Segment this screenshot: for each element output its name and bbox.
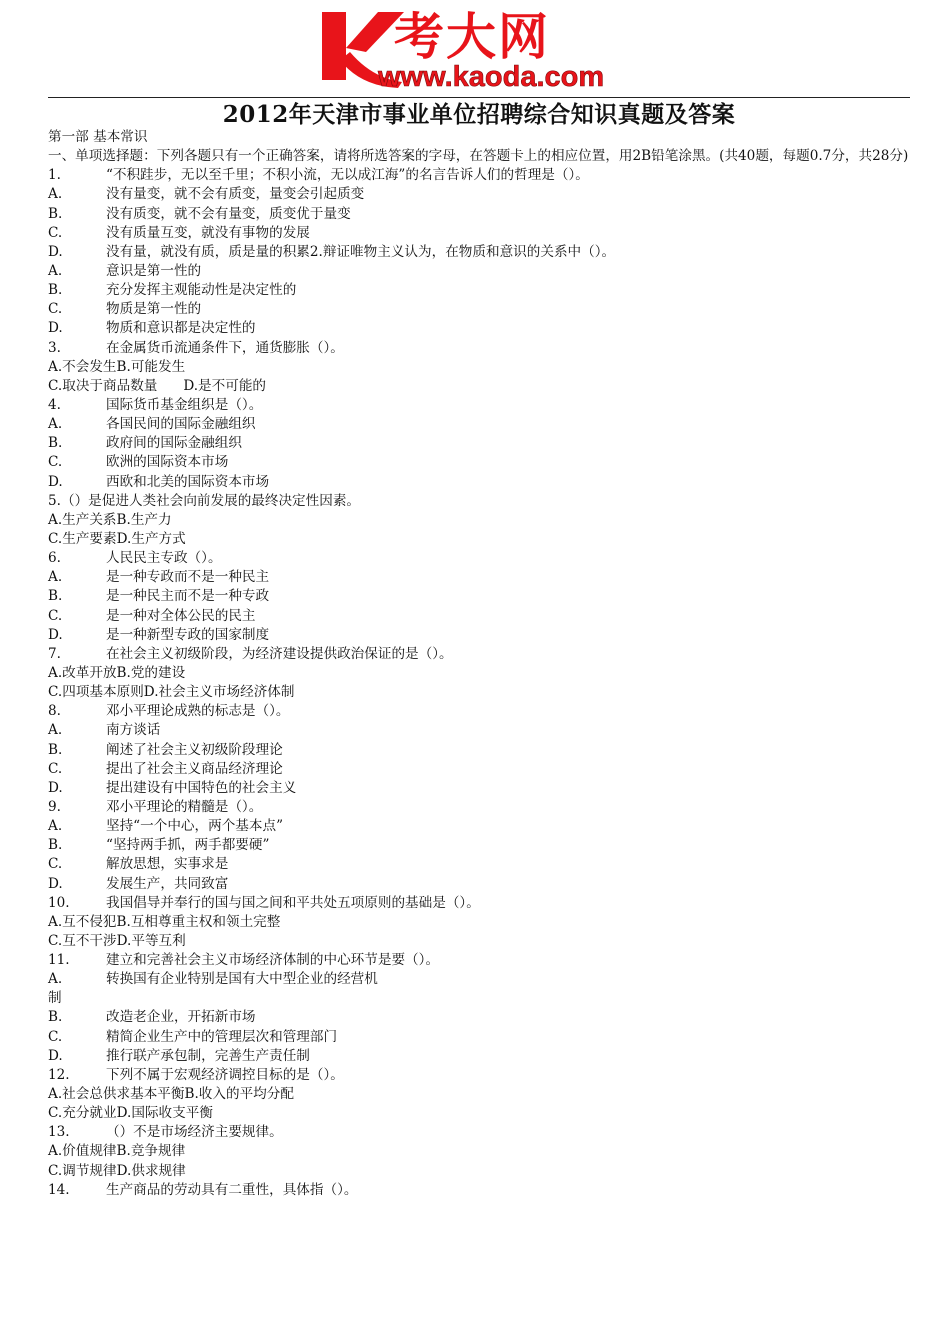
question-line xyxy=(48,511,910,530)
line-label: C. xyxy=(48,760,63,777)
question-line xyxy=(48,645,910,664)
line-text: “坚持两手抓，两手都要硬” xyxy=(106,837,270,854)
section-heading: 第一部 基本常识 xyxy=(48,129,148,145)
question-line xyxy=(48,607,910,626)
line-label: D. xyxy=(48,243,63,260)
question-line xyxy=(48,798,910,817)
line-text: C.生产要素D.生产方式 xyxy=(48,530,186,547)
question-line xyxy=(48,319,910,338)
line-label: 11. xyxy=(48,952,70,969)
line-text: 南方谈话 xyxy=(106,722,161,739)
line-text: 西欧和北美的国际资本市场 xyxy=(106,473,270,490)
question-line xyxy=(48,587,910,606)
line-text: 制 xyxy=(48,990,62,1007)
line-text: 邓小平理论的精髓是（）。 xyxy=(106,798,263,815)
line-text: 解放思想，实事求是 xyxy=(106,856,229,873)
question-line xyxy=(48,262,910,281)
line-text: 生产商品的劳动具有二重性，具体指（）。 xyxy=(106,1181,358,1198)
line-text: 政府间的国际金融组织 xyxy=(106,435,242,452)
question-line xyxy=(48,836,910,855)
line-label: D. xyxy=(48,320,63,337)
logo-name: 考大网 xyxy=(394,8,550,66)
line-label: C. xyxy=(48,454,63,471)
question-line xyxy=(48,281,910,300)
question-line xyxy=(48,626,910,645)
line-text: 人民民主专政（）。 xyxy=(106,550,222,567)
line-text: A.价值规律B.竞争规律 xyxy=(48,1143,186,1160)
kaoda-logo xyxy=(0,0,950,96)
line-text: 阐述了社会主义初级阶段理论 xyxy=(106,741,283,758)
line-text: 5.（）是促进人类社会向前发展的最终决定性因素。 xyxy=(48,492,361,509)
line-text: 在社会主义初级阶段，为经济建设提供政治保证的是（）。 xyxy=(106,645,453,662)
line-text: C.取决于商品数量 D.是不可能的 xyxy=(48,377,267,394)
line-text: 物质是第一性的 xyxy=(106,301,202,318)
question-line xyxy=(48,970,910,989)
question-line xyxy=(48,434,910,453)
line-text: 是一种民主而不是一种专政 xyxy=(106,588,270,605)
line-text: 国际货币基金组织是（）。 xyxy=(106,396,263,413)
line-label: D. xyxy=(48,779,63,796)
line-label: A. xyxy=(48,186,63,203)
question-line xyxy=(48,185,910,204)
line-text: “不积跬步，无以至千里；不积小流，无以成江海”的名言告诉人们的哲理是（）。 xyxy=(106,167,589,184)
line-label: A. xyxy=(48,569,63,586)
line-label: 12. xyxy=(48,1066,70,1083)
question-line xyxy=(48,492,910,511)
line-text: 提出了社会主义商品经济理论 xyxy=(106,760,283,777)
line-text: 没有质量互变，就没有事物的发展 xyxy=(106,224,310,241)
question-line xyxy=(48,453,910,472)
line-text: （）不是市场经济主要规律。 xyxy=(106,1124,283,1141)
line-label: B. xyxy=(48,588,63,605)
line-text: 邓小平理论成熟的标志是（）。 xyxy=(106,703,290,720)
line-text: 是一种对全体公民的民主 xyxy=(106,607,256,624)
line-text: 意识是第一性的 xyxy=(106,263,202,279)
line-text: C.调节规律D.供求规律 xyxy=(48,1162,186,1179)
line-label: 8. xyxy=(48,703,61,720)
line-text: 欧洲的国际资本市场 xyxy=(106,454,229,471)
line-label: 7. xyxy=(48,645,61,662)
line-text: C.互不干涉D.平等互利 xyxy=(48,932,186,949)
line-text: A.互不侵犯B.互相尊重主权和领土完整 xyxy=(48,913,281,930)
question-line xyxy=(48,205,910,224)
line-text: 改造老企业，开拓新市场 xyxy=(106,1009,256,1026)
question-line xyxy=(48,377,910,396)
line-label: 14. xyxy=(48,1181,70,1198)
line-text: 物质和意识都是决定性的 xyxy=(106,320,256,337)
question-line xyxy=(48,1162,910,1181)
question-line xyxy=(48,817,910,836)
line-label: 13. xyxy=(48,1124,70,1141)
question-line xyxy=(48,166,910,185)
question-line xyxy=(48,415,910,434)
question-line xyxy=(48,932,910,951)
question-line xyxy=(48,721,910,740)
line-label: A. xyxy=(48,722,63,739)
line-text: 转换国有企业特别是国有大中型企业的经营机 xyxy=(106,971,378,988)
question-line xyxy=(48,683,910,702)
question-line xyxy=(48,875,910,894)
question-line xyxy=(48,1085,910,1104)
line-label: 9. xyxy=(48,798,61,815)
line-label: B. xyxy=(48,837,63,854)
question-line xyxy=(48,549,910,568)
question-line xyxy=(48,396,910,415)
question-line xyxy=(48,664,910,683)
line-label: A. xyxy=(48,971,63,988)
line-label: 6. xyxy=(48,550,61,567)
question-line xyxy=(48,702,910,721)
line-label: D. xyxy=(48,473,63,490)
question-line xyxy=(48,1047,910,1066)
line-label: 10. xyxy=(48,894,70,911)
question-line xyxy=(48,1123,910,1142)
question-line xyxy=(48,1028,910,1047)
line-text: 建立和完善社会主义市场经济体制的中心环节是要（）。 xyxy=(106,952,440,969)
line-text: 是一种新型专政的国家制度 xyxy=(106,626,270,643)
line-label: 4. xyxy=(48,396,61,413)
line-label: 3. xyxy=(48,339,61,356)
line-label: D. xyxy=(48,626,63,643)
line-label: 1. xyxy=(48,167,61,184)
line-text: 我国倡导并奉行的国与国之间和平共处五项原则的基础是（）。 xyxy=(106,894,480,911)
line-text: 在金属货币流通条件下，通货膨胀（）。 xyxy=(106,339,344,356)
line-label: B. xyxy=(48,435,63,452)
question-line xyxy=(48,339,910,358)
line-label: C. xyxy=(48,607,63,624)
line-label: C. xyxy=(48,856,63,873)
line-text: A.生产关系B.生产力 xyxy=(48,511,172,528)
line-label: A. xyxy=(48,818,63,835)
line-text: 充分发挥主观能动性是决定性的 xyxy=(106,282,297,299)
header-rule xyxy=(48,97,910,98)
question-line xyxy=(48,243,910,262)
question-line xyxy=(48,1066,910,1085)
question-line xyxy=(48,568,910,587)
line-text: 发展生产，共同致富 xyxy=(106,875,229,892)
line-label: B. xyxy=(48,205,63,222)
question-line xyxy=(48,1181,910,1200)
line-label: B. xyxy=(48,741,63,758)
question-line xyxy=(48,989,910,1008)
question-line xyxy=(48,1008,910,1027)
line-text: 没有质变，就不会有量变，质变优于量变 xyxy=(106,205,351,222)
line-text: 提出建设有中国特色的社会主义 xyxy=(106,779,297,796)
question-line xyxy=(48,951,910,970)
question-line xyxy=(48,1104,910,1123)
line-text: C.充分就业D.国际收支平衡 xyxy=(48,1105,213,1122)
line-text: 没有量变，就不会有质变，量变会引起质变 xyxy=(106,186,365,203)
question-line xyxy=(48,913,910,932)
line-label: C. xyxy=(48,301,63,318)
line-label: C. xyxy=(48,1028,63,1045)
question-line xyxy=(48,894,910,913)
question-line xyxy=(48,300,910,319)
question-list xyxy=(48,166,910,1200)
instruction-paragraph: 一、单项选择题：下列各题只有一个正确答案，请将所选答案的字母，在答题卡上的相应位置，用2B铅笔涂黑。(共40题，每题0.7分，共28分) xyxy=(48,148,909,165)
question-line xyxy=(48,473,910,492)
line-text: 坚持“一个中心，两个基本点” xyxy=(106,818,284,835)
line-text: 下列不属于宏观经济调控目标的是（）。 xyxy=(106,1066,344,1083)
page-title: 2012年天津市事业单位招聘综合知识真题及答案 xyxy=(222,101,736,128)
line-label: A. xyxy=(48,416,63,433)
question-line xyxy=(48,358,910,377)
line-text: A.社会总供求基本平衡B.收入的平均分配 xyxy=(48,1086,294,1103)
line-label: A. xyxy=(48,263,63,279)
line-text: 是一种专政而不是一种民主 xyxy=(106,569,270,586)
line-text: A.改革开放B.党的建设 xyxy=(48,664,186,681)
line-label: C. xyxy=(48,224,63,241)
line-label: B. xyxy=(48,1009,63,1026)
question-line xyxy=(48,224,910,243)
line-text: A.不会发生B.可能发生 xyxy=(48,358,186,375)
line-label: D. xyxy=(48,875,63,892)
line-text: 各国民间的国际金融组织 xyxy=(106,416,256,433)
line-label: D. xyxy=(48,1047,63,1064)
document-body xyxy=(48,128,910,1200)
line-text: 没有量，就没有质，质是量的积累2.辩证唯物主义认为，在物质和意识的关系中（）。 xyxy=(106,243,616,260)
question-line xyxy=(48,760,910,779)
question-line xyxy=(48,741,910,760)
line-text: 推行联产承包制，完善生产责任制 xyxy=(106,1047,310,1064)
question-line xyxy=(48,530,910,549)
line-label: B. xyxy=(48,282,63,299)
line-text: C.四项基本原则D.社会主义市场经济体制 xyxy=(48,684,295,701)
question-line xyxy=(48,1142,910,1161)
question-line xyxy=(48,855,910,874)
question-line xyxy=(48,779,910,798)
logo-url: www.kaoda.com xyxy=(378,61,605,93)
line-text: 精简企业生产中的管理层次和管理部门 xyxy=(106,1028,338,1045)
